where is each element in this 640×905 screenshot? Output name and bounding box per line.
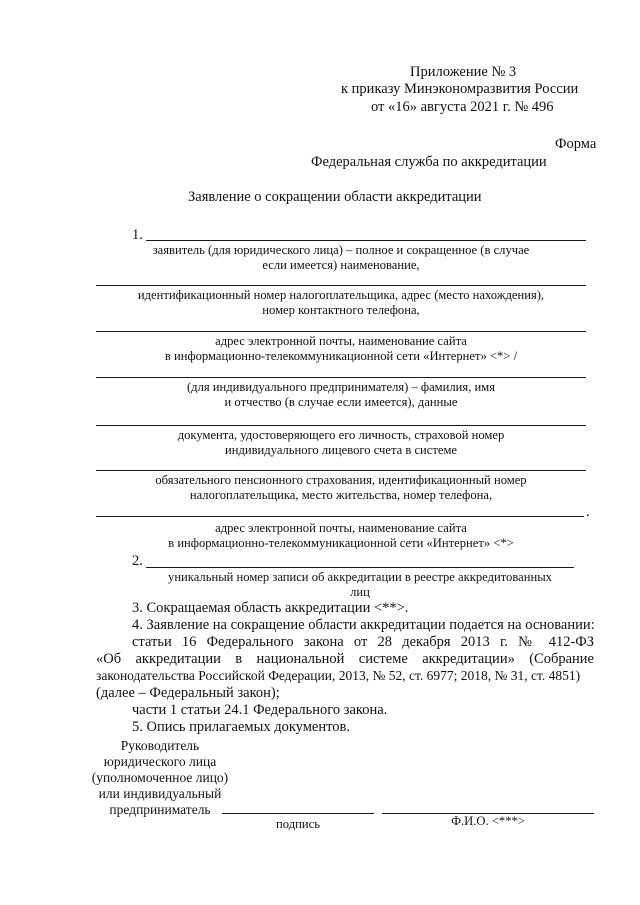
caption: адрес электронной почты, наименование сайта (215, 334, 467, 348)
paragraph-5: 5. Опись прилагаемых документов. (132, 719, 350, 735)
signature-line[interactable] (222, 813, 374, 814)
paragraph-4a-line: «Об аккредитации в национальной системе аккредитации» (Собрание (96, 651, 594, 667)
caption: уникальный номер записи об аккредитации в реестре аккредитованных (168, 570, 552, 584)
inn-address-line[interactable] (96, 285, 586, 286)
order-date: от «16» августа 2021 г. № 496 (371, 99, 554, 115)
pension-insurance-line[interactable] (96, 470, 586, 471)
caption: в информационно-телекоммуникационной сети «Интернет» <*> / (164, 349, 518, 363)
caption: документа, удостоверяющего его личность, страховой номер (177, 428, 505, 442)
caption: обязательного пенсионного страхования, идентификационный номер (155, 473, 527, 487)
paragraph-4a-line: (далее – Федеральный закон); (96, 685, 280, 701)
item-1-number: 1. (132, 227, 143, 243)
paragraph-4: 4. Заявление на сокращение области аккредитации подается на основании: (132, 617, 595, 633)
signatory-role: (уполномоченное лицо) (91, 770, 229, 785)
annex-number: Приложение № 3 (410, 64, 517, 80)
registry-record-line[interactable] (146, 567, 574, 568)
signatory-role: или индивидуальный (98, 786, 222, 801)
document-title: Заявление о сокращении области аккредитации (188, 189, 482, 205)
residence-contact-line[interactable] (96, 516, 584, 517)
agency-name: Федеральная служба по аккредитации (311, 154, 547, 170)
entrepreneur-name-line[interactable] (96, 377, 586, 378)
full-name-caption: Ф.И.О. <***> (451, 814, 525, 828)
paragraph-4b: части 1 статьи 24.1 Федерального закона. (132, 702, 388, 718)
paragraph-4a-line: статьи 16 Федерального закона от 28 декабря 2013 г. № 412-ФЗ (132, 634, 594, 650)
caption: налогоплательщика, место жительства, номер телефона, (189, 488, 493, 502)
applicant-name-line[interactable] (146, 240, 586, 241)
caption: индивидуального лицевого счета в системе (224, 443, 458, 457)
caption: лиц (350, 585, 370, 599)
caption: и отчество (в случае если имеется), данные (224, 395, 458, 409)
signatory-role: юридического лица (103, 754, 217, 769)
item-2-number: 2. (132, 553, 143, 569)
signatory-role: предприниматель (109, 802, 211, 817)
email-website-line[interactable] (96, 331, 586, 332)
caption: идентификационный номер налогоплательщика, адрес (место нахождения), (137, 288, 545, 302)
signature-caption: подпись (276, 817, 320, 831)
caption: заявитель (для юридического лица) – полное и сокращенное (в случае (152, 243, 530, 257)
paragraph-3: 3. Сокращаемая область аккредитации <**>. (132, 600, 409, 616)
form-label: Форма (555, 136, 597, 152)
caption: (для индивидуального предпринимателя) – фамилия, имя (186, 380, 496, 394)
caption: адрес электронной почты, наименование сайта (215, 521, 467, 535)
signatory-role: Руководитель (120, 738, 200, 753)
line-end-dot: . (586, 504, 590, 520)
caption: в информационно-телекоммуникационной сети «Интернет» <*> (168, 536, 514, 550)
identity-document-line[interactable] (96, 425, 586, 426)
caption: номер контактного телефона, (262, 303, 420, 317)
order-reference: к приказу Минэкономразвития России (341, 81, 579, 97)
paragraph-4a-line: законодательства Российской Федерации, 2013, № 52, ст. 6977; 2018, № 31, ст. 4851) (96, 668, 581, 683)
caption: если имеется) наименование, (262, 258, 420, 272)
